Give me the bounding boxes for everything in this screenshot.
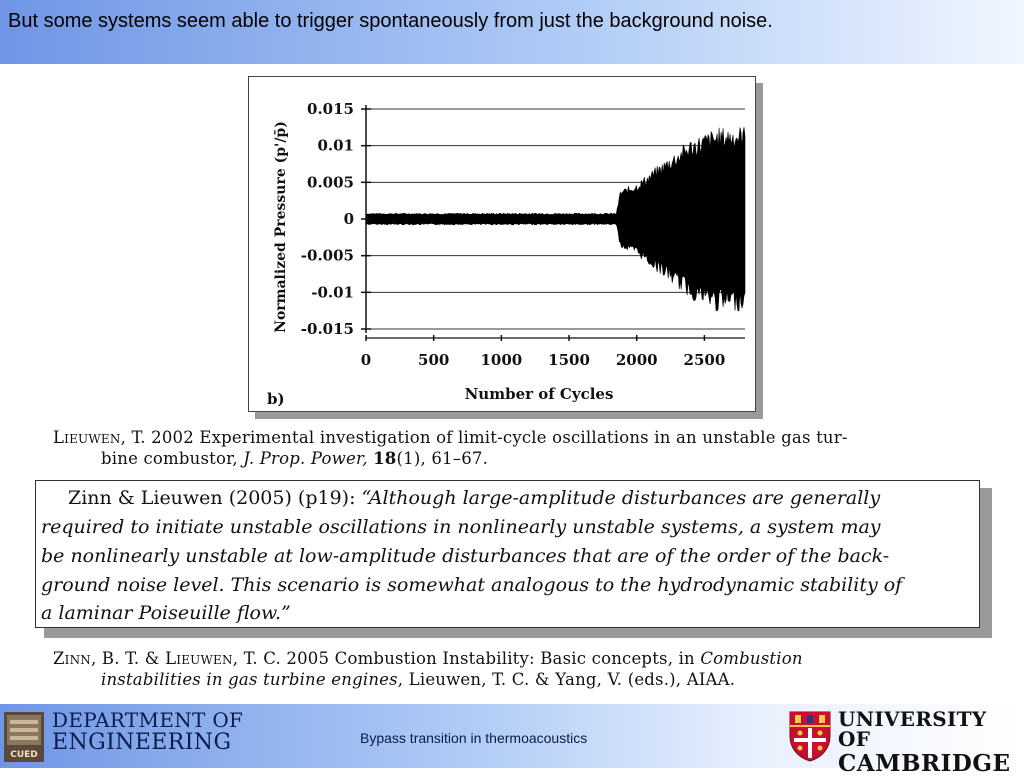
x-tick-label: 500	[418, 351, 450, 369]
uni-line-2: CAMBRIDGE	[838, 750, 1011, 777]
dept-line-1: DEPARTMENT OF	[52, 708, 244, 732]
ref2-text-2b: , Lieuwen, T. C. & Yang, V. (eds.), AIAA.	[397, 670, 736, 689]
svg-text:CUED: CUED	[10, 750, 38, 760]
pressure-chart	[249, 77, 755, 411]
ref2-author-1: Zinn	[53, 649, 92, 668]
dept-line-2: ENGINEERING	[52, 730, 232, 755]
panel-label: b)	[267, 390, 285, 408]
ref2-author-2: Lieuwen	[165, 649, 233, 668]
y-tick-label: -0.01	[311, 283, 354, 302]
quote-lead: Zinn & Lieuwen (2005) (p19):	[68, 487, 356, 509]
ref2-text-1b: , T. C. 2005 Combustion Instability: Basic concepts, in	[232, 649, 701, 668]
y-axis-label: Normalized Pressure (p'/p̄)	[273, 121, 289, 333]
x-tick-label: 2500	[683, 351, 726, 369]
y-tick-label: 0	[343, 210, 354, 228]
ref1-text-2a: bine combustor,	[101, 449, 244, 468]
ref1-volume: 18	[373, 449, 397, 468]
ref1-journal: J. Prop. Power,	[243, 449, 368, 468]
ref1-text-1: , T. 2002 Experimental investigation of limit-cycle oscillations in an unstable gas tur-	[120, 428, 848, 447]
ref1-text-2b: (1), 61–67.	[396, 449, 489, 468]
quote-line-1	[68, 487, 880, 509]
uni-line-1: UNIVERSITY OF	[838, 707, 987, 751]
x-tick-label: 0	[360, 351, 372, 369]
y-tick-label: 0.005	[307, 173, 354, 192]
slide-title: But some systems seem able to trigger spontaneously from just the background noise.	[8, 10, 773, 32]
y-tick-label: 0.01	[317, 136, 354, 155]
quote-text-1: “Although large-amplitude disturbances are generally	[361, 487, 881, 509]
x-tick-label: 1000	[480, 351, 523, 369]
quote-line-5: a laminar Poiseuille flow.”	[41, 602, 291, 624]
ref2-italic-2: instabilities in gas turbine engines	[101, 670, 398, 689]
y-tick-label: -0.015	[300, 320, 354, 338]
quote-line-4: ground noise level. This scenario is somewhat analogous to the hydrodynamic stability of	[41, 574, 903, 596]
x-tick-label: 1500	[548, 351, 590, 369]
pressure-figure	[248, 76, 756, 412]
pressure-signal-series	[366, 127, 745, 311]
ref2-italic-1: Combustion	[700, 649, 803, 668]
x-tick-label: 2000	[615, 351, 658, 369]
university-of-cambridge-logo	[838, 709, 1024, 775]
engineering-crest-icon	[4, 712, 44, 762]
quote-line-3: be nonlinearly unstable at low-amplitude disturbances that are of the order of the back-	[41, 545, 890, 567]
ref1-author: Lieuwen	[53, 428, 121, 447]
footer-center-text: Bypass transition in thermoacoustics	[360, 730, 588, 746]
quote-line-2: required to initiate unstable oscillations in nonlinearly unstable systems, a system may	[41, 516, 881, 538]
quote-box	[35, 480, 980, 628]
ref2-text-1a: , B. T. &	[91, 649, 166, 668]
reference-lieuwen-2002	[53, 428, 848, 468]
department-of-engineering-logo	[52, 710, 243, 754]
y-tick-label: -0.005	[300, 246, 354, 265]
reference-zinn-lieuwen-2005	[53, 649, 803, 689]
y-tick-label: 0.015	[307, 100, 354, 118]
x-axis-label: Number of Cycles	[464, 385, 614, 403]
cambridge-shield-icon	[788, 710, 832, 762]
